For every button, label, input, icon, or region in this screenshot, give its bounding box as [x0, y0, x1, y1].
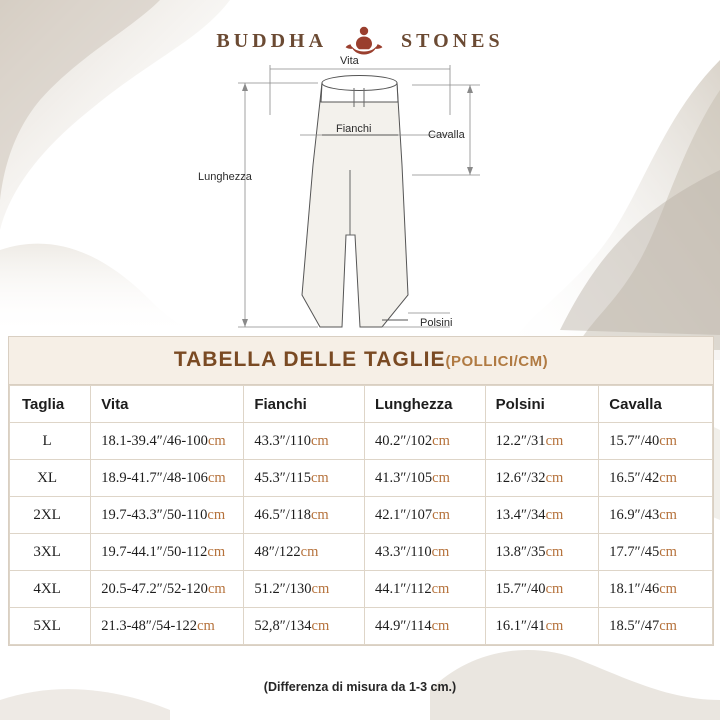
label-hip: Fianchi [336, 123, 372, 135]
cell-waist: 21.3-48″/54-122cm [91, 608, 244, 645]
brand-name-right: STONES [401, 29, 504, 52]
table-row [10, 608, 713, 645]
cell-cuff: 12.2″/31cm [485, 423, 599, 460]
cell-size: L [10, 423, 91, 460]
cell-size: 2XL [10, 497, 91, 534]
cell-size: XL [10, 460, 91, 497]
cell-length: 41.3″/105cm [364, 460, 485, 497]
cell-rise: 16.5″/42cm [599, 460, 713, 497]
cell-hip: 45.3″/115cm [244, 460, 365, 497]
table-header-row [10, 386, 713, 423]
cell-size: 3XL [10, 534, 91, 571]
cell-waist: 19.7-44.1″/50-112cm [91, 534, 244, 571]
trousers-measurement-diagram [150, 55, 580, 335]
table-row [10, 423, 713, 460]
col-header-hip: Fianchi [244, 386, 365, 423]
table-row [10, 460, 713, 497]
cell-waist: 20.5-47.2″/52-120cm [91, 571, 244, 608]
cell-hip: 51.2″/130cm [244, 571, 365, 608]
col-header-cuff: Polsini [485, 386, 599, 423]
cell-cuff: 13.4″/34cm [485, 497, 599, 534]
size-chart-table [8, 336, 714, 646]
cell-length: 44.1″/112cm [364, 571, 485, 608]
measurement-footnote: (Differenza di misura da 1-3 cm.) [263, 680, 457, 694]
cell-size: 5XL [10, 608, 91, 645]
table-title [9, 337, 713, 385]
col-header-waist: Vita [91, 386, 244, 423]
col-header-size: Taglia [10, 386, 91, 423]
measurements-table [9, 385, 713, 645]
label-cuff: Polsini [420, 317, 453, 329]
table-title-unit: (POLLICI/CM) [445, 353, 549, 370]
cell-length: 43.3″/110cm [364, 534, 485, 571]
brand-name-left: BUDDHA [216, 29, 328, 52]
cell-length: 40.2″/102cm [364, 423, 485, 460]
cell-hip: 43.3″/110cm [244, 423, 365, 460]
cell-cuff: 12.6″/32cm [485, 460, 599, 497]
cell-rise: 18.1″/46cm [599, 571, 713, 608]
label-length: Lunghezza [198, 171, 252, 183]
cell-hip: 48″/122cm [244, 534, 365, 571]
col-header-rise: Cavalla [599, 386, 713, 423]
cell-size: 4XL [10, 571, 91, 608]
cell-waist: 18.1-39.4″/46-100cm [91, 423, 244, 460]
cell-cuff: 16.1″/41cm [485, 608, 599, 645]
cell-cuff: 15.7″/40cm [485, 571, 599, 608]
table-row [10, 497, 713, 534]
label-waist: Vita [340, 55, 359, 67]
cell-hip: 46.5″/118cm [244, 497, 365, 534]
cell-length: 44.9″/114cm [364, 608, 485, 645]
col-header-length: Lunghezza [364, 386, 485, 423]
cell-rise: 18.5″/47cm [599, 608, 713, 645]
cell-rise: 17.7″/45cm [599, 534, 713, 571]
cell-rise: 16.9″/43cm [599, 497, 713, 534]
cell-hip: 52,8″/134cm [244, 608, 365, 645]
cell-rise: 15.7″/40cm [599, 423, 713, 460]
cell-waist: 19.7-43.3″/50-110cm [91, 497, 244, 534]
label-rise: Cavalla [428, 129, 465, 141]
cell-cuff: 13.8″/35cm [485, 534, 599, 571]
table-title-main: TABELLA DELLE TAGLIE [173, 348, 446, 371]
table-row [10, 534, 713, 571]
table-row [10, 571, 713, 608]
cell-length: 42.1″/107cm [364, 497, 485, 534]
cell-waist: 18.9-41.7″/48-106cm [91, 460, 244, 497]
